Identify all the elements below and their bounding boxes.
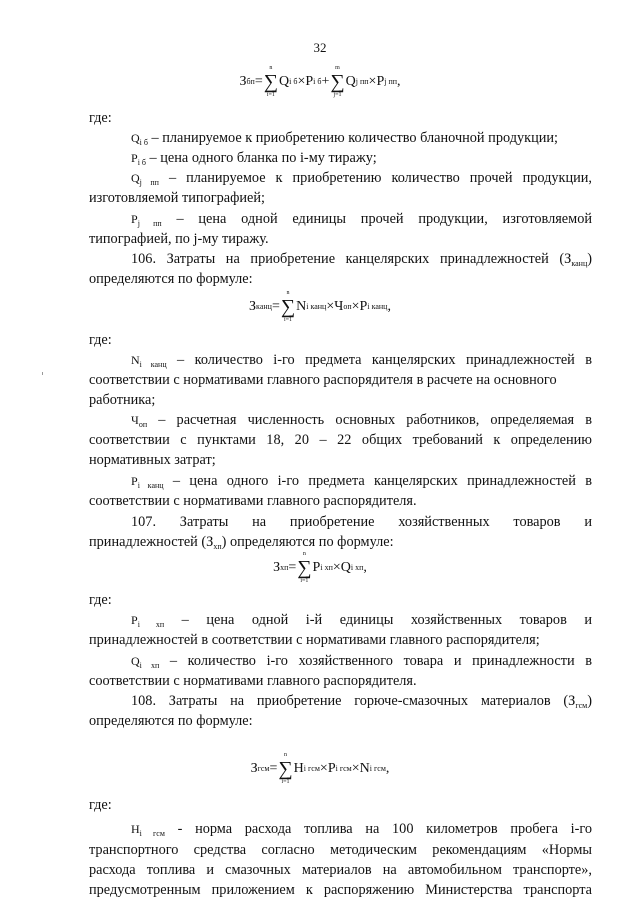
where-label: где: (89, 332, 112, 348)
paragraph-106-heading: 106. Затраты на приобретение канцелярских принадлежностей $(З_{канц})$ (131, 251, 592, 268)
definition-line: $P_{j пп}$ – цена одной единицы прочей продукции, изготовляемой (131, 211, 592, 228)
definition-line: $Q_{i хп}$ – количество i-го хозяйственного товара и принадлежности в (131, 653, 592, 670)
sum-symbol: n ∑ i=1 (263, 65, 279, 98)
where-label: где: (89, 110, 112, 126)
paragraph-107-heading: 107. Затраты на приобретение хозяйственных товаров и (131, 514, 592, 530)
text-line: соответствии с нормативами главного распорядителя в расчете на основного (89, 372, 557, 388)
definition-line: $Ч_{оп}$ – расчетная численность основных работников, определяемая в (131, 412, 592, 429)
definition-line: $Q_{i б}$ – планируемое к приобретению количество бланочной продукции; (131, 130, 558, 147)
margin-mark (42, 372, 43, 375)
page-number: 32 (313, 40, 327, 55)
text-line: типографией, по j-му тиражу. (89, 231, 269, 247)
text-line: транспортного средства согласно методическим рекомендациям «Нормы (89, 842, 592, 858)
formula-fuel: З гсм = n ∑ i=1 H i гсм × P i гсм × N i гсм , (250, 752, 390, 785)
text-line: принадлежностей $(З_{хп})$ определяются по формуле: (89, 534, 394, 551)
text-line: соответствии с нормативами главного распорядителя. (89, 673, 417, 689)
definition-line: $N_{i канц}$ – количество i-го предмета канцелярских принадлежностей в (131, 352, 592, 369)
definition-line: $P_{i хп}$ – цена одной i-й единицы хозяйственных товаров и (131, 612, 592, 629)
text-line: принадлежностей в соответствии с нормативами главного распорядителя; (89, 632, 540, 648)
text-line: изготовляемой типографией; (89, 190, 265, 206)
text-line: определяются по формуле: (89, 271, 253, 287)
text-line: соответствии с нормативами главного распорядителя. (89, 493, 417, 509)
definition-line: $P_{i канц}$ – цена одного i-го предмета канцелярских принадлежностей в (131, 473, 593, 490)
formula-household: З хп = n ∑ i=1 P i хп × Q i хп , (273, 551, 367, 584)
paragraph-108-heading: 108. Затраты на приобретение горюче-смазочных материалов $(З_{гсм})$ (131, 693, 592, 710)
formula-blank-products: З бп = n ∑ i=1 Q i б × P i б + m ∑ j=1 Q j пп × P j пп , (239, 65, 401, 98)
definition-line: $P_{i б}$ – цена одного бланка по i-му тиражу; (131, 150, 377, 167)
definition-line: $Q_{j пп}$ – планируемое к приобретению количество прочей продукции, (131, 170, 593, 187)
text-line: нормативных затрат; (89, 452, 216, 468)
sum-symbol: n ∑ i=1 (278, 752, 293, 785)
sum-symbol: n ∑ i=1 (297, 551, 312, 584)
where-label: где: (89, 797, 112, 813)
text-line: соответствии с пунктами 18, 20 – 22 общих требований к определению (89, 432, 592, 448)
text-line: предусмотренным приложением к распоряжению Министерства транспорта (89, 882, 592, 898)
formula-stationery: З канц = n ∑ i=1 N i канц × Ч оп × P i канц , (249, 290, 391, 323)
text-line: работника; (89, 392, 156, 408)
sum-symbol: m ∑ j=1 (330, 65, 345, 98)
definition-line: $H_{i гсм}$ - норма расхода топлива на 100 километров пробега i-го (131, 821, 593, 838)
where-label: где: (89, 592, 112, 608)
sum-symbol: n ∑ i=1 (280, 290, 296, 323)
text-line: определяются по формуле: (89, 713, 253, 729)
text-line: расхода топлива и смазочных материалов на автомобильном транспорте», (89, 862, 592, 878)
